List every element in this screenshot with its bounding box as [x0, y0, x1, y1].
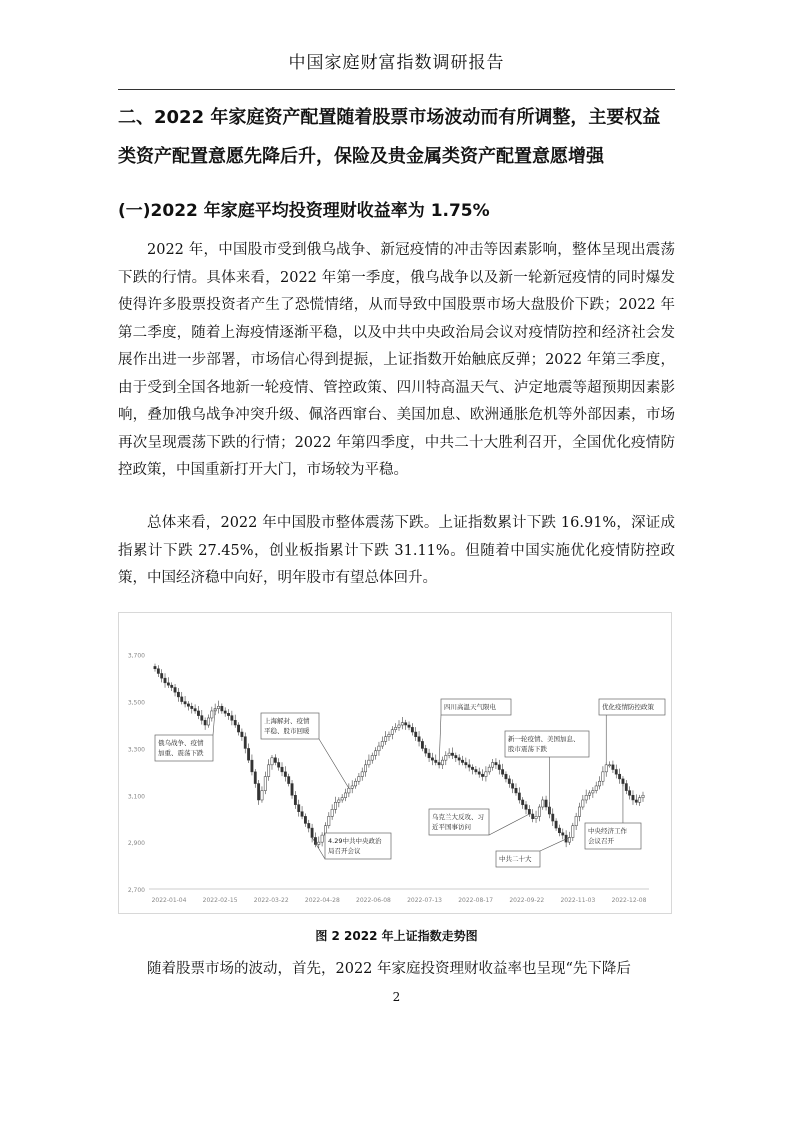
candle-body: [522, 800, 524, 805]
candle-body: [311, 828, 313, 837]
candle-body: [177, 692, 179, 697]
candle-body: [237, 725, 239, 732]
candle-body: [384, 737, 386, 742]
x-tick-label: 2022-03-22: [253, 897, 289, 904]
candle-body: [394, 727, 396, 729]
candle-body: [184, 702, 186, 704]
candle-body: [418, 737, 420, 742]
x-tick-label: 2022-12-08: [611, 897, 647, 904]
candle-body: [585, 795, 587, 800]
candle-body: [341, 798, 343, 800]
annotation-text: 平稳、股市回暖: [264, 727, 310, 735]
candle-body: [351, 786, 353, 788]
candle-body: [161, 673, 163, 678]
candle-body: [398, 725, 400, 727]
candle-body: [542, 800, 544, 807]
candle-body: [191, 706, 193, 708]
candle-body: [578, 807, 580, 816]
candle-body: [408, 725, 410, 727]
y-tick-label: 3,700: [127, 652, 145, 660]
x-tick-label: 2022-09-22: [509, 897, 545, 904]
candle-body: [294, 795, 296, 804]
candle-body: [535, 816, 537, 818]
candle-body: [391, 730, 393, 735]
candle-body: [381, 741, 383, 746]
candle-body: [555, 821, 557, 828]
candle-body: [405, 723, 407, 725]
annotation-text: 乌克兰大反攻、习: [432, 813, 484, 821]
candle-body: [281, 767, 283, 772]
annotation-text: 上海解封、疫情: [264, 717, 310, 725]
candle-body: [204, 720, 206, 725]
candle-body: [231, 716, 233, 721]
candle-body: [304, 816, 306, 823]
candle-body: [511, 784, 513, 789]
running-header: 中国家庭财富指数调研报告: [288, 53, 505, 73]
candle-body: [632, 795, 634, 800]
paragraph-2: 总体来看，2022 年中国股市整体震荡下跌。上证指数累计下跌 16.91%，深证成指累计下跌 27.45%，创业板指累计下跌 31.11%。但随着中国实施优化疫情防控政策，中国经济稳中向好，明年股市有望总体回升。: [118, 515, 675, 586]
paragraph-3: 随着股票市场的波动，首先，2022 年家庭投资理财收益率也呈现“先下降后: [147, 961, 631, 977]
candle-body: [328, 816, 330, 825]
candle-body: [421, 741, 423, 748]
candle-body: [491, 762, 493, 767]
candle-body: [308, 823, 310, 828]
candle-body: [278, 762, 280, 767]
candle-body: [374, 751, 376, 756]
candle-body: [301, 812, 303, 817]
candle-body: [378, 746, 380, 751]
candle-body: [558, 828, 560, 833]
candle-body: [582, 800, 584, 807]
candle-body: [181, 697, 183, 702]
candle-body: [525, 805, 527, 810]
annotation-leader: [319, 739, 349, 788]
candle-body: [508, 779, 510, 784]
candle-body: [612, 765, 614, 770]
candle-body: [227, 713, 229, 715]
candle-body: [211, 711, 213, 718]
candle-body: [271, 758, 273, 765]
section-heading: 二、2022 年家庭资产配置随着股票市场波动而有所调整，主要权益类资产配置意愿先降后升，保险及贵金属类资产配置意愿增强: [118, 107, 661, 167]
candle-body: [475, 770, 477, 772]
candle-body: [552, 814, 554, 821]
candle-body: [448, 753, 450, 755]
x-tick-label: 2022-02-15: [202, 897, 238, 904]
annotation-leader: [213, 709, 215, 735]
candle-body: [478, 772, 480, 774]
candle-body: [321, 835, 323, 842]
candle-body: [221, 706, 223, 711]
candle-body: [431, 758, 433, 760]
candle-body: [415, 732, 417, 737]
annotation-leader: [489, 814, 529, 835]
candle-body: [197, 711, 199, 716]
candle-body: [451, 753, 453, 755]
candle-body: [615, 770, 617, 775]
candle-body: [224, 711, 226, 713]
candle-body: [435, 760, 437, 762]
candle-body: [194, 709, 196, 711]
x-tick-label: 2022-06-08: [356, 897, 391, 904]
annotation-text: 俄乌战争、疫情: [158, 739, 204, 747]
y-tick-label: 3,500: [127, 699, 145, 707]
candle-body: [458, 758, 460, 760]
shanghai-index-chart: [118, 612, 672, 914]
annotation-text: 4.29中共中央政治: [328, 837, 382, 845]
candle-body: [468, 765, 470, 767]
x-tick-label: 2022-07-13: [407, 897, 442, 904]
annotation-text: 加重、震荡下跌: [158, 749, 204, 757]
candle-body: [401, 723, 403, 725]
candle-body: [545, 800, 547, 807]
candle-body: [428, 753, 430, 758]
candle-body: [638, 798, 640, 803]
candle-body: [602, 772, 604, 781]
sub-heading: (一)2022 年家庭平均投资理财收益率为 1.75%: [118, 201, 490, 221]
candle-body: [538, 807, 540, 816]
annotation-text: 中共二十大: [499, 855, 532, 863]
candle-body: [251, 760, 253, 772]
x-tick-label: 2022-04-28: [304, 897, 340, 904]
candle-body: [368, 760, 370, 765]
candle-body: [488, 767, 490, 772]
candle-body: [498, 765, 500, 770]
candle-body: [254, 772, 256, 784]
candle-body: [267, 765, 269, 777]
candle-body: [425, 748, 427, 753]
annotation-text: 四川高温天气限电: [444, 703, 496, 711]
annotation-text: 会议召开: [588, 837, 614, 845]
candle-body: [157, 669, 159, 674]
y-tick-label: 3,100: [127, 793, 145, 801]
candle-body: [588, 793, 590, 795]
candle-body: [344, 793, 346, 798]
x-tick-label: 2022-01-04: [151, 897, 187, 904]
candle-body: [241, 732, 243, 737]
candle-body: [164, 678, 166, 683]
candle-body: [411, 727, 413, 732]
annotation-leader: [540, 837, 569, 851]
candle-body: [154, 666, 156, 668]
candle-body: [445, 755, 447, 760]
candle-body: [455, 755, 457, 757]
candle-body: [471, 767, 473, 769]
candle-body: [174, 688, 176, 693]
candle-body: [217, 706, 219, 708]
y-tick-label: 2,900: [127, 840, 145, 848]
candle-body: [562, 833, 564, 835]
annotation-text: 近平国事访问: [432, 823, 471, 831]
paragraph-1: 2022 年，中国股市受到俄乌战争、新冠疫情的冲击等因素影响，整体呈现出震荡下跌的行情。具体来看，2022 年第一季度，俄乌战争以及新一轮新冠疫情的同时爆发使得许多股票投资者产生了恐慌情绪，从而导致中国股票市场大盘股价下跌；2022 年第二季度，随着上海疫情逐渐平稳，以及中共中央政治局会议对疫情防控和经济社会发展作出进一步部署，市场信心得到提振，上证指数开始触底反弹；2022 年第三季度，由于受到全国各地新一轮疫情、管控政策、四川特高温天气、泸定地震等超预期因素影响，叠加俄乌战争冲突升级、佩洛西窜台、美国加息、欧洲通胀危机等外部因素，市场再次呈现震荡下跌的行情；2022 年第四季度，中共二十大胜利召开，全国优化疫情防控政策，中国重新打开大门，市场较为平稳。: [118, 242, 675, 478]
candle-body: [167, 683, 169, 685]
candle-body: [635, 800, 637, 802]
candle-body: [608, 765, 610, 766]
candle-body: [331, 809, 333, 816]
candle-body: [371, 755, 373, 760]
annotation-text: 中央经济工作: [588, 827, 627, 835]
candle-body: [605, 765, 607, 772]
candle-body: [171, 685, 173, 687]
candle-body: [338, 800, 340, 802]
candle-body: [334, 802, 336, 809]
annotation-text: 股市震荡下跌: [508, 745, 547, 753]
candle-body: [515, 788, 517, 793]
candle-body: [528, 809, 530, 814]
candle-body: [518, 793, 520, 800]
candle-body: [598, 781, 600, 786]
candle-body: [485, 772, 487, 777]
candle-body: [247, 748, 249, 760]
candle-body: [348, 788, 350, 793]
candle-body: [628, 791, 630, 796]
x-tick-label: 2022-08-17: [458, 897, 494, 904]
candle-body: [361, 772, 363, 777]
page-number: 2: [392, 990, 401, 1004]
candle-body: [288, 777, 290, 784]
annotation-leader: [439, 715, 441, 765]
x-tick-label: 2022-11-03: [560, 897, 596, 904]
candle-body: [501, 770, 503, 775]
candle-body: [441, 760, 443, 765]
candle-body: [244, 737, 246, 749]
candle-body: [291, 784, 293, 796]
candle-body: [505, 774, 507, 779]
candle-body: [274, 758, 276, 763]
candle-body: [264, 777, 266, 791]
candle-body: [622, 779, 624, 784]
candle-body: [481, 774, 483, 776]
candle-body: [595, 786, 597, 791]
candle-body: [388, 734, 390, 736]
annotation-text: 局召开会议: [328, 847, 361, 855]
candle-body: [261, 791, 263, 800]
candle-body: [618, 774, 620, 779]
candle-body: [207, 718, 209, 725]
candle-body: [465, 762, 467, 764]
chart-svg: [119, 613, 671, 913]
figure-caption: 图 2 2022 年上证指数走势图: [315, 929, 478, 943]
candle-body: [298, 805, 300, 812]
y-tick-label: 2,700: [127, 887, 145, 894]
candle-body: [461, 760, 463, 762]
y-tick-label: 3,300: [127, 746, 145, 754]
candle-body: [318, 842, 320, 844]
candle-body: [532, 814, 534, 819]
candle-body: [234, 720, 236, 725]
candle-body: [201, 716, 203, 721]
candle-body: [642, 795, 644, 797]
candle-body: [187, 704, 189, 706]
candle-body: [572, 826, 574, 838]
candle-body: [354, 781, 356, 786]
candle-body: [358, 777, 360, 782]
header-rule: [118, 89, 675, 90]
annotation-text: 新一轮疫情、美国加息、: [508, 735, 580, 743]
candle-body: [284, 772, 286, 777]
candle-body: [625, 784, 627, 791]
candle-body: [257, 784, 259, 800]
candle-body: [495, 762, 497, 764]
candle-body: [364, 765, 366, 772]
candle-body: [575, 816, 577, 825]
annotation-text: 优化疫情防控政策: [602, 703, 654, 711]
candle-body: [592, 791, 594, 793]
